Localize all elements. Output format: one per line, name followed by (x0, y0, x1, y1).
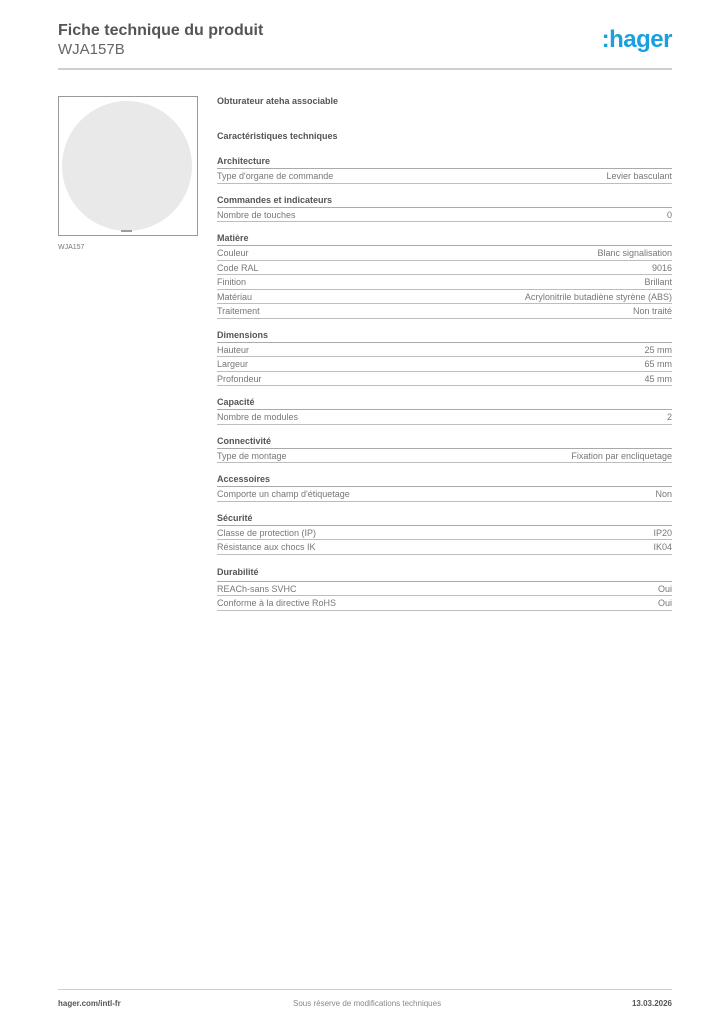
spec-value: 9016 (651, 262, 672, 273)
spec-label: Nombre de touches (217, 209, 296, 220)
spec-row (217, 357, 672, 372)
document-date: 13.03.2026 (631, 999, 672, 1008)
spec-label: Conforme à la directive RoHS (217, 598, 337, 608)
spec-row (217, 540, 672, 555)
spec-row (217, 169, 672, 184)
section-securite (217, 512, 672, 555)
section-accessoires (217, 473, 672, 502)
spec-row (217, 372, 672, 387)
spec-value: Non (655, 489, 672, 499)
header-divider (58, 68, 672, 70)
spec-value: Non traité (632, 306, 672, 316)
spec-row (217, 304, 672, 319)
spec-value: 0 (666, 209, 672, 220)
spec-row (217, 290, 672, 305)
spec-label: Nombre de modules (217, 412, 299, 422)
section-matiere (217, 232, 672, 319)
spec-value: Oui (657, 583, 672, 594)
spec-label: Traitement (217, 306, 260, 316)
spec-value: Levier basculant (606, 171, 672, 181)
spec-label: Matériau (217, 291, 253, 302)
footer-divider (58, 989, 672, 990)
spec-row (217, 343, 672, 358)
spec-label: Résistance aux chocs IK (217, 542, 316, 552)
image-caption: WJA157 (58, 244, 85, 251)
section-title: Matière (217, 232, 672, 246)
spec-value: Brillant (644, 277, 672, 287)
hager-logo: :hager (601, 26, 672, 53)
product-disc-shape (62, 101, 192, 231)
disclaimer-text: Sous réserve de modifications techniques (293, 999, 442, 1008)
spec-value: IK04 (653, 542, 672, 552)
page-footer (58, 999, 672, 1011)
section-title: Commandes et indicateurs (217, 194, 672, 208)
spec-label: Code RAL (217, 262, 259, 273)
spec-label: Comporte un champ d'étiquetage (217, 489, 350, 499)
spec-label: Couleur (217, 248, 249, 258)
section-title: Dimensions (217, 329, 672, 343)
spec-label: Largeur (217, 359, 249, 369)
website-link[interactable]: hager.com/intl-fr (58, 999, 121, 1008)
section-title: Architecture (217, 155, 672, 169)
spec-label: Type de montage (217, 450, 287, 461)
section-title: Durabilité (217, 565, 672, 582)
section-commandes (217, 194, 672, 223)
product-notch-shape (121, 230, 132, 232)
spec-row (217, 410, 672, 425)
document-title: Fiche technique du produit (58, 22, 264, 39)
section-dimensions (217, 329, 672, 387)
section-capacite (217, 396, 672, 425)
spec-value: 65 mm (644, 359, 672, 369)
product-name: Obturateur ateha associable (217, 96, 339, 106)
section-durabilite (217, 565, 672, 611)
spec-label: Type d'organe de commande (217, 171, 334, 181)
section-architecture (217, 155, 672, 184)
spec-row (217, 449, 672, 464)
spec-row (217, 246, 672, 261)
spec-value: Blanc signalisation (597, 248, 672, 258)
spec-row (217, 582, 672, 597)
spec-row (217, 275, 672, 290)
spec-value: 25 mm (644, 344, 672, 355)
section-title: Sécurité (217, 512, 672, 526)
spec-label: Classe de protection (IP) (217, 527, 317, 538)
spec-row (217, 526, 672, 541)
spec-label: Finition (217, 277, 247, 287)
specs-title: Caractéristiques techniques (217, 131, 338, 141)
spec-row (217, 208, 672, 223)
spec-row (217, 596, 672, 611)
section-title: Capacité (217, 396, 672, 410)
spec-value: Acrylonitrile butadiène styrène (ABS) (524, 291, 672, 302)
spec-row (217, 261, 672, 276)
spec-value: IP20 (653, 527, 672, 538)
spec-value: Fixation par encliquetage (571, 450, 672, 461)
section-title: Connectivité (217, 435, 672, 449)
spec-row (217, 487, 672, 502)
spec-label: Profondeur (217, 373, 262, 384)
spec-label: REACh-sans SVHC (217, 583, 297, 594)
spec-value: Oui (657, 598, 672, 608)
section-title: Accessoires (217, 473, 672, 487)
section-connectivite (217, 435, 672, 464)
product-image (58, 96, 198, 236)
spec-value: 45 mm (644, 373, 672, 384)
spec-label: Hauteur (217, 344, 250, 355)
product-reference: WJA157B (58, 41, 125, 58)
specifications-panel (217, 92, 672, 621)
spec-value: 2 (666, 412, 672, 422)
